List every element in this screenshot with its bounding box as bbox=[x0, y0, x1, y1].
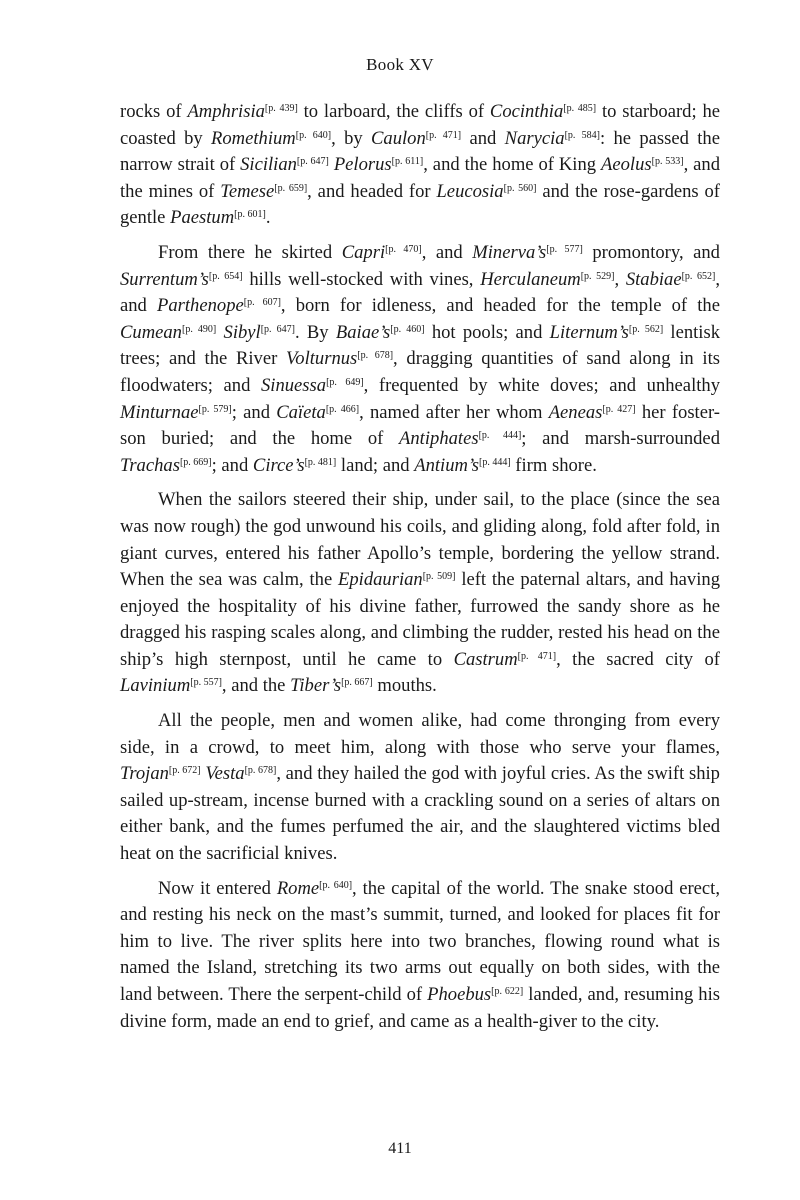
place-name: Lavinium bbox=[120, 675, 191, 697]
page-reference: [p. 529] bbox=[580, 270, 615, 282]
page-reference: [p. 667] bbox=[341, 677, 373, 689]
page-reference: [p. 470] bbox=[385, 243, 422, 255]
place-name: Amphrisia bbox=[187, 101, 265, 122]
paragraph: All the people, men and women alike, had come thronging from every side, in a crowd, to meet him, along with those who serve your flames, Trojan[p. 672] Vesta[p. 678], and they hailed the god with joyful cries. As the swift ship sailed up-stream, incense burned with a crackling sound on a series of altars on either bank, and the fumes perfumed the air, and the slaughtered victims bled heat on the sacrificial knives. bbox=[120, 710, 720, 865]
place-name: Cocinthia bbox=[489, 101, 564, 122]
page-reference: [p. 652] bbox=[681, 270, 716, 282]
page-reference: [p. 485] bbox=[563, 103, 597, 114]
page-reference: [p. 444] bbox=[478, 430, 522, 442]
place-name: Baiae’s bbox=[335, 321, 391, 343]
place-name: Aeolus bbox=[601, 154, 652, 176]
page-reference: [p. 678] bbox=[244, 765, 277, 777]
page-reference: [p. 579] bbox=[198, 403, 232, 415]
place-name: Sibyl bbox=[223, 321, 261, 343]
page-reference: [p. 557] bbox=[190, 677, 222, 689]
place-name: Antium’s bbox=[414, 454, 479, 476]
place-name: Temese bbox=[220, 180, 275, 202]
place-name: Parthenope bbox=[157, 295, 244, 317]
paragraph: Now it entered Rome[p. 640], the capital of the world. The snake stood erect, and resting his neck on the mast’s summit, turned, and looked for places fit for him to live. The river splits here into two branches, flowing round what is named the Island, stretching its two arms out equally on both sides, with the land between. There the serpent-child of Phoebus[p. 622] landed, and, resuming his divine form, made an end to grief, and came as a health-giver to the city. bbox=[120, 877, 720, 1032]
page-reference: [p. 647] bbox=[260, 323, 295, 335]
page-reference: [p. 672] bbox=[168, 765, 201, 777]
page-reference: [p. 659] bbox=[274, 182, 308, 194]
place-name: Trojan bbox=[120, 763, 169, 785]
page-reference: [p. 562] bbox=[628, 323, 664, 335]
page-reference: [p. 460] bbox=[390, 323, 425, 335]
page-reference: [p. 649] bbox=[326, 376, 364, 388]
place-name: Herculaneum bbox=[480, 268, 581, 290]
place-name: Aeneas bbox=[548, 401, 603, 423]
page-reference: [p. 509] bbox=[422, 571, 456, 583]
page-number: 411 bbox=[388, 1140, 412, 1157]
place-name: Romethium bbox=[211, 127, 296, 149]
page-reference: [p. 466] bbox=[325, 403, 360, 415]
place-name: Antiphates bbox=[399, 428, 479, 450]
page-reference: [p. 601] bbox=[234, 209, 266, 221]
page-reference: [p. 490] bbox=[181, 323, 217, 335]
page-reference: [p. 439] bbox=[264, 103, 298, 114]
paragraph: When the sailors steered their ship, under sail, to the place (since the sea was now rough) the god unwound his coils, and gliding along, fold after fold, in giant curves, entered his father Apollo’s temple, bordering the yellow strand. When the sea was calm, the Epidaurian[p. 509] left the paternal altars, and having enjoyed the hospitality of his divine father, furrowed the sandy shore as he dragged his rasping scales along, and climbing the rudder, rested his head on the ship’s high sternpost, until he came to Castrum[p. 471], the sacred city of Lavinium[p. 557], and the Tiber’s[p. 667] mouths. bbox=[120, 489, 721, 697]
place-name: Phoebus bbox=[427, 984, 492, 1005]
page-reference: [p. 647] bbox=[296, 156, 329, 168]
body-text bbox=[120, 99, 720, 1043]
place-name: Epidaurian bbox=[338, 569, 423, 591]
page-reference: [p. 622] bbox=[491, 986, 524, 997]
page-reference: [p. 444] bbox=[478, 456, 511, 468]
place-name: Sinuessa bbox=[260, 374, 327, 396]
page-reference: [p. 640] bbox=[319, 879, 353, 891]
page-reference: [p. 481] bbox=[304, 456, 337, 468]
place-name: Cumean bbox=[120, 321, 182, 343]
place-name: Narycia bbox=[504, 127, 565, 149]
place-name: Paestum bbox=[170, 207, 235, 229]
running-head: Book XV bbox=[366, 55, 434, 74]
paragraph: rocks of Amphrisia[p. 439] to larboard, the cliffs of Cocinthia[p. 485] to starboard; he coasted by Romethium[p. 640], by Caulon[p. 471] and Narycia[p. 584]: he passed the narrow strait of Sicilian[p. 647] Pelorus[p. 611], and the home of King Aeolus[p. 533], and the mines of Temese[p. 659], and headed for Leucosia[p. 560] and the rose-gardens of gentle Paestum[p. 601]. bbox=[120, 101, 721, 229]
place-name: Vesta bbox=[205, 763, 245, 785]
page-reference: [p. 611] bbox=[391, 156, 424, 168]
place-name: Pelorus bbox=[333, 154, 392, 176]
page-reference: [p. 654] bbox=[208, 270, 243, 282]
place-name: Sicilian bbox=[240, 154, 297, 176]
page-reference: [p. 607] bbox=[243, 297, 281, 309]
place-name: Leucosia bbox=[436, 180, 504, 202]
place-name: Circe’s bbox=[252, 454, 305, 476]
place-name: Caulon bbox=[371, 127, 426, 149]
page-reference: [p. 533] bbox=[651, 156, 684, 168]
page-reference: [p. 471] bbox=[425, 129, 462, 141]
place-name: Minturnae bbox=[120, 401, 199, 423]
page-reference: [p. 427] bbox=[602, 403, 636, 415]
place-name: Minerva’s bbox=[472, 241, 547, 263]
place-name: Rome bbox=[276, 877, 320, 899]
place-name: Volturnus bbox=[286, 348, 358, 370]
place-name: Caïeta bbox=[276, 401, 326, 423]
place-name: Liternum’s bbox=[549, 321, 629, 343]
place-name: Castrum bbox=[453, 648, 518, 670]
place-name: Trachas bbox=[120, 454, 180, 476]
place-name: Tiber’s bbox=[290, 675, 342, 697]
page-reference: [p. 584] bbox=[564, 129, 600, 141]
page-reference: [p. 577] bbox=[546, 243, 583, 255]
place-name: Stabiae bbox=[625, 268, 682, 290]
page-reference: [p. 560] bbox=[503, 182, 537, 194]
paragraph: From there he skirted Capri[p. 470], and Minerva’s[p. 577] promontory, and Surrentum’s[p. 654] hills well-stocked with vines, Herculaneum[p. 529], Stabiae[p. 652], and Parthenope[p. 607], born for idleness, and headed for the temple of the Cumean[p. 490] Sibyl[p. 647]. By Baiae’s[p. 460] hot pools; and Liternum’s[p. 562] lentisk trees; and the River Volturnus[p. 678], dragging quantities of sand along in its floodwaters; and Sinuessa[p. 649], frequented by white doves; and unhealthy Minturnae[p. 579]; and Caïeta[p. 466], named after her whom Aeneas[p. 427] her foster-son buried; and the home of Antiphates[p. 444]; and marsh-surrounded Trachas[p. 669]; and Circe’s[p. 481] land; and Antium’s[p. 444] firm shore. bbox=[120, 241, 720, 476]
page-reference: [p. 678] bbox=[357, 350, 394, 362]
page-reference: [p. 640] bbox=[295, 129, 332, 141]
place-name: Surrentum’s bbox=[120, 268, 209, 290]
page-reference: [p. 471] bbox=[517, 650, 557, 662]
page-reference: [p. 669] bbox=[179, 456, 212, 468]
place-name: Capri bbox=[341, 241, 386, 263]
